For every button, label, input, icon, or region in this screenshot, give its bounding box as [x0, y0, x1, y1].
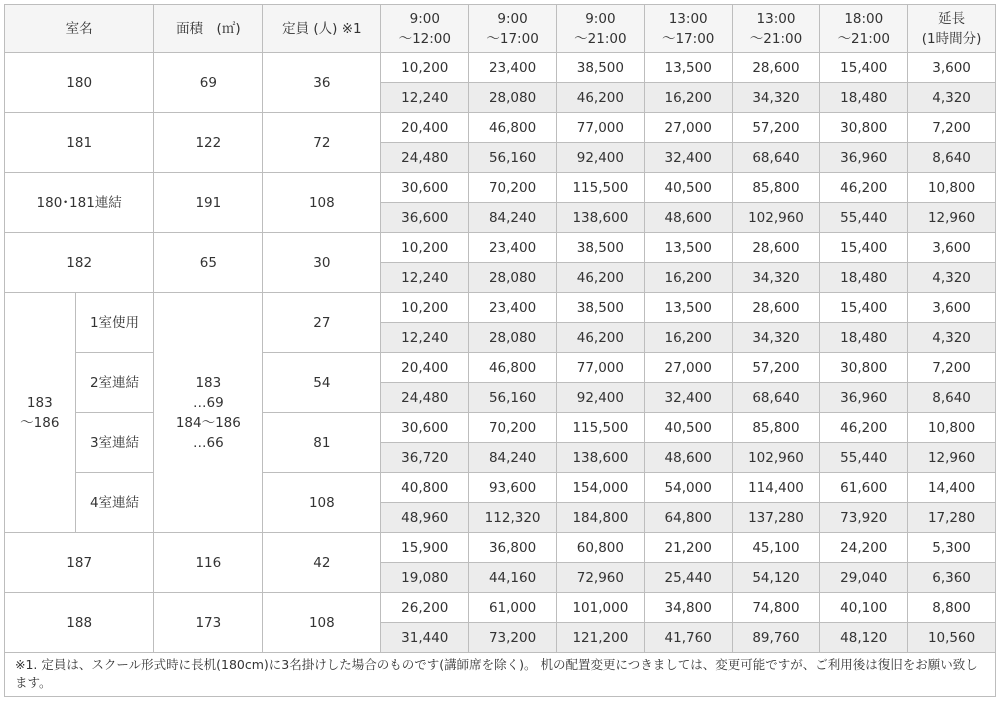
room-area: 173 — [154, 593, 263, 653]
price-cell: 32,400 — [644, 143, 732, 173]
price-cell: 14,400 — [908, 473, 996, 503]
group-room-area — [154, 293, 263, 533]
time-end: ～21:00 — [749, 30, 803, 47]
table-row — [5, 53, 996, 83]
price-cell: 40,800 — [381, 473, 469, 503]
price-cell: 102,960 — [732, 443, 820, 473]
price-cell: 115,500 — [556, 413, 644, 443]
price-cell: 60,800 — [556, 533, 644, 563]
price-cell: 48,120 — [820, 623, 908, 653]
room-area: 122 — [154, 113, 263, 173]
time-header — [820, 5, 908, 53]
price-cell: 36,960 — [820, 383, 908, 413]
price-cell: 28,080 — [469, 323, 557, 353]
price-cell: 44,160 — [469, 563, 557, 593]
price-cell: 61,600 — [820, 473, 908, 503]
price-cell: 38,500 — [556, 293, 644, 323]
price-cell: 31,440 — [381, 623, 469, 653]
price-cell: 15,900 — [381, 533, 469, 563]
price-cell: 6,360 — [908, 563, 996, 593]
time-end: (1時間分) — [921, 30, 982, 47]
price-cell: 10,800 — [908, 413, 996, 443]
subroom-name: 1室使用 — [75, 293, 154, 353]
price-cell: 46,200 — [820, 173, 908, 203]
price-cell: 61,000 — [469, 593, 557, 623]
group-area-line: 184～186 — [175, 414, 241, 431]
price-cell: 8,640 — [908, 143, 996, 173]
room-area: 69 — [154, 53, 263, 113]
price-cell: 10,200 — [381, 293, 469, 323]
price-cell: 137,280 — [732, 503, 820, 533]
group-area-line: …69 — [192, 394, 224, 411]
extension-header — [908, 5, 996, 53]
fee-table-wrapper — [4, 4, 996, 697]
price-cell: 45,100 — [732, 533, 820, 563]
price-cell: 54,120 — [732, 563, 820, 593]
price-cell: 10,200 — [381, 233, 469, 263]
price-cell: 48,600 — [644, 203, 732, 233]
subroom-capacity: 27 — [263, 293, 381, 353]
price-cell: 184,800 — [556, 503, 644, 533]
price-cell: 93,600 — [469, 473, 557, 503]
price-cell: 15,400 — [820, 53, 908, 83]
price-cell: 29,040 — [820, 563, 908, 593]
time-end: ～21:00 — [837, 30, 890, 47]
price-cell: 32,400 — [644, 383, 732, 413]
price-cell: 28,080 — [469, 263, 557, 293]
price-cell: 73,920 — [820, 503, 908, 533]
price-cell: 34,800 — [644, 593, 732, 623]
price-cell: 17,280 — [908, 503, 996, 533]
price-cell: 18,480 — [820, 263, 908, 293]
time-start: 延長 — [938, 10, 966, 27]
price-cell: 13,500 — [644, 293, 732, 323]
subroom-capacity: 81 — [263, 413, 381, 473]
time-start: 18:00 — [844, 10, 884, 27]
room-area: 65 — [154, 233, 263, 293]
price-cell: 114,400 — [732, 473, 820, 503]
price-cell: 54,000 — [644, 473, 732, 503]
price-cell: 18,480 — [820, 323, 908, 353]
price-cell: 27,000 — [644, 113, 732, 143]
price-cell: 57,200 — [732, 353, 820, 383]
time-header — [381, 5, 469, 53]
time-start: 9:00 — [585, 10, 616, 27]
price-cell: 34,320 — [732, 263, 820, 293]
time-start: 9:00 — [409, 10, 440, 27]
price-cell: 3,600 — [908, 233, 996, 263]
price-cell: 10,560 — [908, 623, 996, 653]
table-row — [5, 533, 996, 563]
price-cell: 34,320 — [732, 83, 820, 113]
group-name-line: ～186 — [20, 414, 60, 431]
price-cell: 84,240 — [469, 443, 557, 473]
table-row — [5, 233, 996, 263]
price-cell: 12,240 — [381, 323, 469, 353]
price-cell: 28,600 — [732, 53, 820, 83]
price-cell: 48,960 — [381, 503, 469, 533]
time-end: ～21:00 — [574, 30, 627, 47]
price-cell: 28,600 — [732, 233, 820, 263]
table-row — [5, 173, 996, 203]
room-capacity: 42 — [263, 533, 381, 593]
room-area: 116 — [154, 533, 263, 593]
price-cell: 3,600 — [908, 293, 996, 323]
time-end: ～17:00 — [486, 30, 539, 47]
group-name-line: 183 — [26, 394, 53, 411]
price-cell: 20,400 — [381, 113, 469, 143]
room-header: 室名 — [5, 5, 154, 53]
area-header: 面積 (㎡) — [154, 5, 263, 53]
price-cell: 30,600 — [381, 173, 469, 203]
price-cell: 46,800 — [469, 113, 557, 143]
price-cell: 138,600 — [556, 443, 644, 473]
time-end: ～12:00 — [398, 30, 451, 47]
room-name: 180 — [5, 53, 154, 113]
price-cell: 4,320 — [908, 83, 996, 113]
price-cell: 46,200 — [556, 323, 644, 353]
price-cell: 12,240 — [381, 263, 469, 293]
price-cell: 12,960 — [908, 443, 996, 473]
subroom-name: 2室連結 — [75, 353, 154, 413]
price-cell: 46,200 — [556, 83, 644, 113]
price-cell: 23,400 — [469, 293, 557, 323]
time-header — [556, 5, 644, 53]
fee-table — [4, 4, 996, 653]
price-cell: 56,160 — [469, 383, 557, 413]
table-row — [5, 473, 996, 503]
price-cell: 7,200 — [908, 353, 996, 383]
price-cell: 46,800 — [469, 353, 557, 383]
price-cell: 15,400 — [820, 233, 908, 263]
table-row — [5, 353, 996, 383]
price-cell: 18,480 — [820, 83, 908, 113]
room-capacity: 108 — [263, 173, 381, 233]
time-header — [469, 5, 557, 53]
price-cell: 12,960 — [908, 203, 996, 233]
group-area-line: …66 — [192, 434, 224, 451]
price-cell: 46,200 — [556, 263, 644, 293]
room-capacity: 108 — [263, 593, 381, 653]
price-cell: 121,200 — [556, 623, 644, 653]
time-start: 13:00 — [756, 10, 796, 27]
price-cell: 5,300 — [908, 533, 996, 563]
price-cell: 8,800 — [908, 593, 996, 623]
price-cell: 85,800 — [732, 413, 820, 443]
room-name: 188 — [5, 593, 154, 653]
subroom-capacity: 108 — [263, 473, 381, 533]
room-capacity: 36 — [263, 53, 381, 113]
price-cell: 55,440 — [820, 443, 908, 473]
price-cell: 8,640 — [908, 383, 996, 413]
price-cell: 24,480 — [381, 383, 469, 413]
price-cell: 16,200 — [644, 83, 732, 113]
price-cell: 23,400 — [469, 53, 557, 83]
price-cell: 36,600 — [381, 203, 469, 233]
price-cell: 16,200 — [644, 323, 732, 353]
price-cell: 20,400 — [381, 353, 469, 383]
price-cell: 21,200 — [644, 533, 732, 563]
price-cell: 25,440 — [644, 563, 732, 593]
price-cell: 40,100 — [820, 593, 908, 623]
price-cell: 77,000 — [556, 113, 644, 143]
price-cell: 38,500 — [556, 233, 644, 263]
room-name: 181 — [5, 113, 154, 173]
price-cell: 101,000 — [556, 593, 644, 623]
room-capacity: 72 — [263, 113, 381, 173]
room-capacity: 30 — [263, 233, 381, 293]
price-cell: 70,200 — [469, 173, 557, 203]
room-name: 187 — [5, 533, 154, 593]
price-cell: 36,800 — [469, 533, 557, 563]
price-cell: 74,800 — [732, 593, 820, 623]
room-name: 182 — [5, 233, 154, 293]
footnote: ※1. 定員は、スクール形式時に長机(180cm)に3名掛けした場合のものです(講師席を除く)。 机の配置変更につきましては、変更可能ですが、ご利用後は復旧をお願い致します。 — [4, 653, 996, 697]
table-row — [5, 593, 996, 623]
room-name: 180･181連結 — [5, 173, 154, 233]
price-cell: 70,200 — [469, 413, 557, 443]
price-cell: 27,000 — [644, 353, 732, 383]
group-area-line: 183 — [195, 374, 222, 391]
price-cell: 28,080 — [469, 83, 557, 113]
price-cell: 13,500 — [644, 233, 732, 263]
price-cell: 64,800 — [644, 503, 732, 533]
room-area: 191 — [154, 173, 263, 233]
price-cell: 48,600 — [644, 443, 732, 473]
price-cell: 40,500 — [644, 173, 732, 203]
price-cell: 30,800 — [820, 353, 908, 383]
time-header — [644, 5, 732, 53]
price-cell: 12,240 — [381, 83, 469, 113]
time-start: 9:00 — [497, 10, 528, 27]
price-cell: 15,400 — [820, 293, 908, 323]
price-cell: 10,200 — [381, 53, 469, 83]
price-cell: 13,500 — [644, 53, 732, 83]
price-cell: 26,200 — [381, 593, 469, 623]
price-cell: 102,960 — [732, 203, 820, 233]
price-cell: 72,960 — [556, 563, 644, 593]
price-cell: 24,480 — [381, 143, 469, 173]
header-row — [5, 5, 996, 53]
price-cell: 77,000 — [556, 353, 644, 383]
price-cell: 36,960 — [820, 143, 908, 173]
price-cell: 28,600 — [732, 293, 820, 323]
price-cell: 40,500 — [644, 413, 732, 443]
price-cell: 19,080 — [381, 563, 469, 593]
price-cell: 41,760 — [644, 623, 732, 653]
price-cell: 16,200 — [644, 263, 732, 293]
price-cell: 68,640 — [732, 383, 820, 413]
price-cell: 4,320 — [908, 323, 996, 353]
table-header — [5, 5, 996, 53]
subroom-name: 3室連結 — [75, 413, 154, 473]
price-cell: 154,000 — [556, 473, 644, 503]
table-row — [5, 113, 996, 143]
group-room-name — [5, 293, 76, 533]
price-cell: 23,400 — [469, 233, 557, 263]
subroom-capacity: 54 — [263, 353, 381, 413]
price-cell: 4,320 — [908, 263, 996, 293]
price-cell: 92,400 — [556, 143, 644, 173]
capacity-header: 定員 (人) ※1 — [263, 5, 381, 53]
price-cell: 3,600 — [908, 53, 996, 83]
price-cell: 89,760 — [732, 623, 820, 653]
price-cell: 92,400 — [556, 383, 644, 413]
time-end: ～17:00 — [661, 30, 715, 47]
price-cell: 84,240 — [469, 203, 557, 233]
price-cell: 57,200 — [732, 113, 820, 143]
price-cell: 24,200 — [820, 533, 908, 563]
price-cell: 7,200 — [908, 113, 996, 143]
subroom-name: 4室連結 — [75, 473, 154, 533]
price-cell: 112,320 — [469, 503, 557, 533]
time-start: 13:00 — [668, 10, 708, 27]
price-cell: 30,600 — [381, 413, 469, 443]
table-body — [5, 53, 996, 653]
price-cell: 68,640 — [732, 143, 820, 173]
price-cell: 115,500 — [556, 173, 644, 203]
time-header — [732, 5, 820, 53]
price-cell: 36,720 — [381, 443, 469, 473]
table-row — [5, 293, 996, 323]
price-cell: 46,200 — [820, 413, 908, 443]
price-cell: 10,800 — [908, 173, 996, 203]
price-cell: 85,800 — [732, 173, 820, 203]
table-row — [5, 413, 996, 443]
price-cell: 56,160 — [469, 143, 557, 173]
price-cell: 38,500 — [556, 53, 644, 83]
price-cell: 55,440 — [820, 203, 908, 233]
price-cell: 34,320 — [732, 323, 820, 353]
price-cell: 138,600 — [556, 203, 644, 233]
price-cell: 73,200 — [469, 623, 557, 653]
price-cell: 30,800 — [820, 113, 908, 143]
